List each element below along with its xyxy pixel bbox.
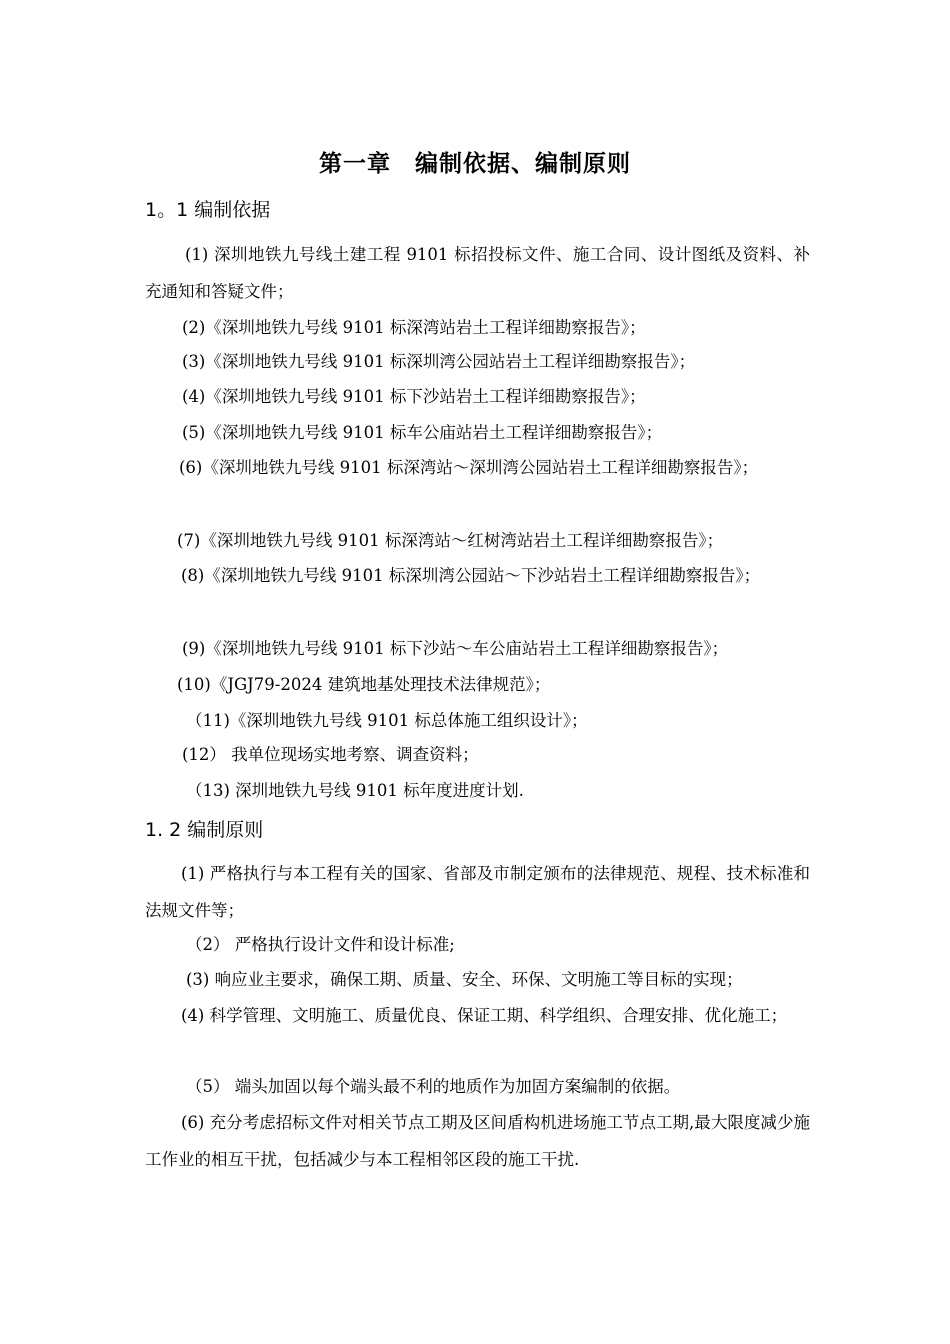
basis-item-5: (5)《深圳地铁九号线 9101 标车公庙站岩土工程详细勘察报告》；: [182, 423, 663, 442]
basis-item-4: (4)《深圳地铁九号线 9101 标下沙站岩土工程详细勘察报告》；: [182, 387, 646, 406]
basis-item-10: (10)《JGJ79-2024 建筑地基处理技术法律规范》；: [177, 675, 551, 694]
basis-item-6: (6)《深圳地铁九号线 9101 标深湾站～深圳湾公园站岩土工程详细勘察报告》；: [179, 458, 759, 477]
basis-item-1: (1) 深圳地铁九号线土建工程 9101 标招投标文件、施工合同、设计图纸及资料、补充通知和答疑文件；: [145, 245, 810, 301]
section-heading-principles: 1. 2 编制原则: [145, 819, 264, 841]
principle-item-4: (4) 科学管理、文明施工、质量优良、保证工期、科学组织、合理安排、优化施工；: [181, 1006, 788, 1025]
basis-item-11: （11)《深圳地铁九号线 9101 标总体施工组织设计》；: [186, 711, 588, 730]
principle-item-2: （2） 严格执行设计文件和设计标准;: [186, 935, 455, 954]
principle-item-5: （5） 端头加固以每个端头最不利的地质作为加固方案编制的依据。: [186, 1077, 681, 1096]
principle-item-3: (3) 响应业主要求，确保工期、质量、安全、环保、文明施工等目标的实现；: [186, 970, 743, 989]
section-heading-basis: 1。1 编制依据: [145, 199, 271, 221]
basis-item-8: (8)《深圳地铁九号线 9101 标深圳湾公园站～下沙站岩土工程详细勘察报告》；: [181, 566, 761, 585]
basis-item-3: (3)《深圳地铁九号线 9101 标深圳湾公园站岩土工程详细勘察报告》；: [182, 352, 696, 371]
principle-item-1: (1) 严格执行与本工程有关的国家、省部及市制定颁布的法律规范、规程、技术标准和法规文件等；: [145, 864, 810, 920]
basis-item-2: (2)《深圳地铁九号线 9101 标深湾站岩土工程详细勘察报告》；: [182, 318, 646, 337]
basis-item-13: （13) 深圳地铁九号线 9101 标年度进度计划.: [186, 781, 524, 800]
chapter-title: 第一章 编制依据、编制原则: [319, 151, 631, 177]
principle-item-6: (6) 充分考虑招标文件对相关节点工期及区间盾构机进场施工节点工期,最大限度减少施工作业的相互干扰，包括减少与本工程相邻区段的施工干扰.: [145, 1113, 810, 1169]
basis-item-7: (7)《深圳地铁九号线 9101 标深湾站～红树湾站岩土工程详细勘察报告》；: [177, 531, 724, 550]
basis-item-12: (12） 我单位现场实地考察、调查资料；: [182, 745, 479, 764]
basis-item-9: (9)《深圳地铁九号线 9101 标下沙站～车公庙站岩土工程详细勘察报告》；: [182, 639, 729, 658]
